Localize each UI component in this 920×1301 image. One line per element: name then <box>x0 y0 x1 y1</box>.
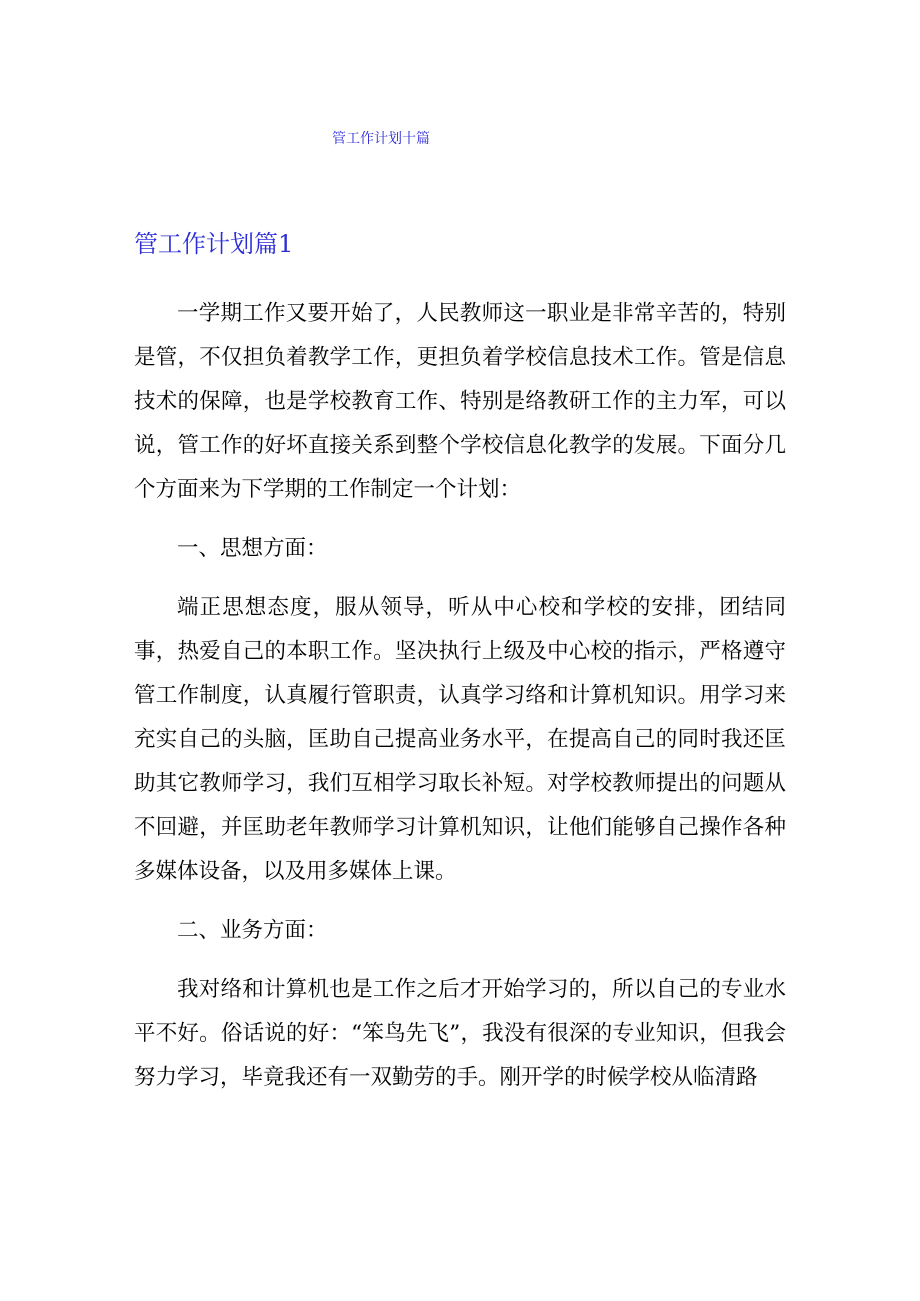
document-body <box>134 292 786 1115</box>
paragraph-business: 我对络和计算机也是工作之后才开始学习的，所以自己的专业水平不好。俗话说的好：“笨鸟先飞”，我没有很深的专业知识，但我会努力学习，毕竟我还有一双勤劳的手。刚开学的时候学校从临清路 <box>134 977 786 1090</box>
paragraph-intro: 一学期工作又要开始了，人民教师这一职业是非常辛苦的，特别是管，不仅担负着教学工作，更担负着学校信息技术工作。管是信息技术的保障，也是学校教育工作、特别是络教研工作的主力军，可以说，管工作的好坏直接关系到整个学校信息化教学的发展。下面分几个方面来为下学期的工作制定一个计划： <box>134 301 786 502</box>
paragraph-thought: 端正思想态度，服从领导，听从中心校和学校的安排，团结同事，热爱自己的本职工作。坚决执行上级及中心校的指示，严格遵守管工作制度，认真履行管职责，认真学习络和计算机知识。用学习来充实自己的头脑，匡助自己提高业务水平，在提高自己的同时我还匡助其它教师学习，我们互相学习取长补短。对学校教师提出的问题从不回避，并匡助老年教师学习计算机知识，让他们能够自己操作各种多媒体设备，以及用多媒体上课。 <box>134 595 786 884</box>
document-title: 管工作计划十篇 <box>332 131 430 147</box>
subheading-business: 二、业务方面： <box>177 918 328 943</box>
subheading-thought: 一、思想方面： <box>177 536 328 561</box>
section-heading: 管工作计划篇1 <box>134 230 294 258</box>
